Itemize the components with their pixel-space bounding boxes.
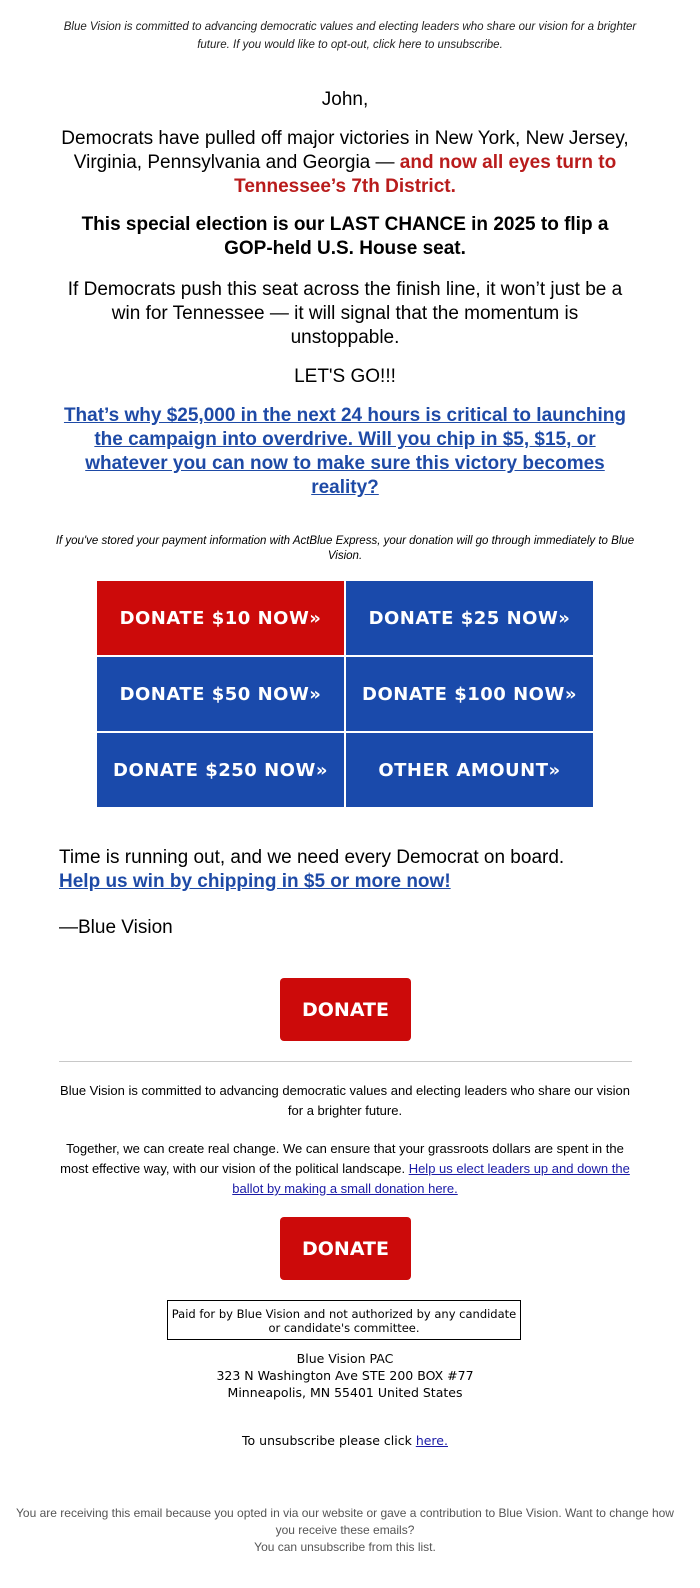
bottom-notice-reason: You are receiving this email because you opted in via our website or gave a contribution to Blue Vision. Want to change how you receive these emails? bbox=[16, 1506, 674, 1537]
divider bbox=[59, 1061, 632, 1062]
bottom-notice bbox=[10, 1505, 680, 1556]
bottom-unsubscribe-text[interactable]: You can unsubscribe from this list. bbox=[254, 1540, 436, 1554]
unsubscribe-line bbox=[0, 1433, 690, 1448]
paragraph-lets-go: LET'S GO!!! bbox=[294, 366, 396, 387]
paragraph-victories-text: Democrats have pulled off major victories in New York, New Jersey, Virginia, Pennsylvania and Georgia — bbox=[61, 128, 629, 173]
paragraph-last-chance: This special election is our LAST CHANCE in 2025 to flip a GOP-held U.S. House seat. bbox=[81, 214, 609, 259]
paragraph-momentum: If Democrats push this seat across the finish line, it won’t just be a win for Tennessee — it will signal that the momentum is unstoppable. bbox=[67, 279, 623, 348]
donate-button-main[interactable]: DONATE bbox=[280, 978, 411, 1041]
ask-donation-link[interactable]: That’s why $25,000 in the next 24 hours is critical to launching the campaign into overdrive. Will you chip in $5, $15, or whatever you can now to make sure this victory becomes reality? bbox=[63, 405, 627, 498]
signature: —Blue Vision bbox=[59, 917, 173, 938]
donate-10-button[interactable]: DONATE $10 NOW» bbox=[97, 581, 344, 655]
unsubscribe-text: To unsubscribe please click bbox=[242, 1433, 416, 1448]
paragraph-victories-highlight: and now all eyes turn to Tennessee’s 7th District. bbox=[234, 152, 617, 197]
footer-grassroots bbox=[55, 1139, 635, 1199]
donate-250-button[interactable]: DONATE $250 NOW» bbox=[97, 733, 344, 807]
unsubscribe-link[interactable]: here. bbox=[415, 1433, 448, 1448]
paragraph-victories bbox=[55, 127, 635, 199]
address-street: 323 N Washington Ave STE 200 BOX #77 bbox=[216, 1368, 474, 1383]
address-city: Minneapolis, MN 55401 United States bbox=[227, 1385, 463, 1400]
donate-button-grid bbox=[97, 581, 594, 808]
footer-grassroots-text: Together, we can create real change. We can ensure that your grassroots dollars are spent in the most effective way, with our vision of the political landscape. bbox=[60, 1141, 624, 1176]
address-org: Blue Vision PAC bbox=[296, 1351, 394, 1366]
paid-for-disclaimer: Paid for by Blue Vision and not authorized by any candidate or candidate's committee. bbox=[167, 1300, 521, 1340]
donate-100-button[interactable]: DONATE $100 NOW» bbox=[346, 657, 593, 731]
paragraph-running-out bbox=[59, 846, 649, 894]
donate-50-button[interactable]: DONATE $50 NOW» bbox=[97, 657, 344, 731]
footer-donation-link[interactable]: Help us elect leaders up and down the ballot by making a small donation here. bbox=[232, 1161, 630, 1196]
donate-25-button[interactable]: DONATE $25 NOW» bbox=[346, 581, 593, 655]
mailing-address bbox=[0, 1350, 690, 1401]
paragraph-running-out-text: Time is running out, and we need every Democrat on board. bbox=[59, 847, 565, 868]
preheader-text[interactable]: Blue Vision is committed to advancing democratic values and electing leaders who share our vision for a brighter future. If you would like to opt-out, click here to unsubscribe. bbox=[63, 21, 637, 51]
other-amount-button[interactable]: OTHER AMOUNT» bbox=[346, 733, 593, 807]
donate-button-footer[interactable]: DONATE bbox=[280, 1217, 411, 1280]
actblue-express-note: If you've stored your payment information with ActBlue Express, your donation will go through immediately to Blue Vision. bbox=[55, 535, 635, 562]
footer-mission: Blue Vision is committed to advancing democratic values and electing leaders who share our vision for a brighter future. bbox=[60, 1083, 630, 1118]
chip-in-link[interactable]: Help us win by chipping in $5 or more now! bbox=[59, 871, 451, 892]
greeting: John, bbox=[321, 89, 369, 110]
paragraph-ask bbox=[55, 404, 635, 500]
